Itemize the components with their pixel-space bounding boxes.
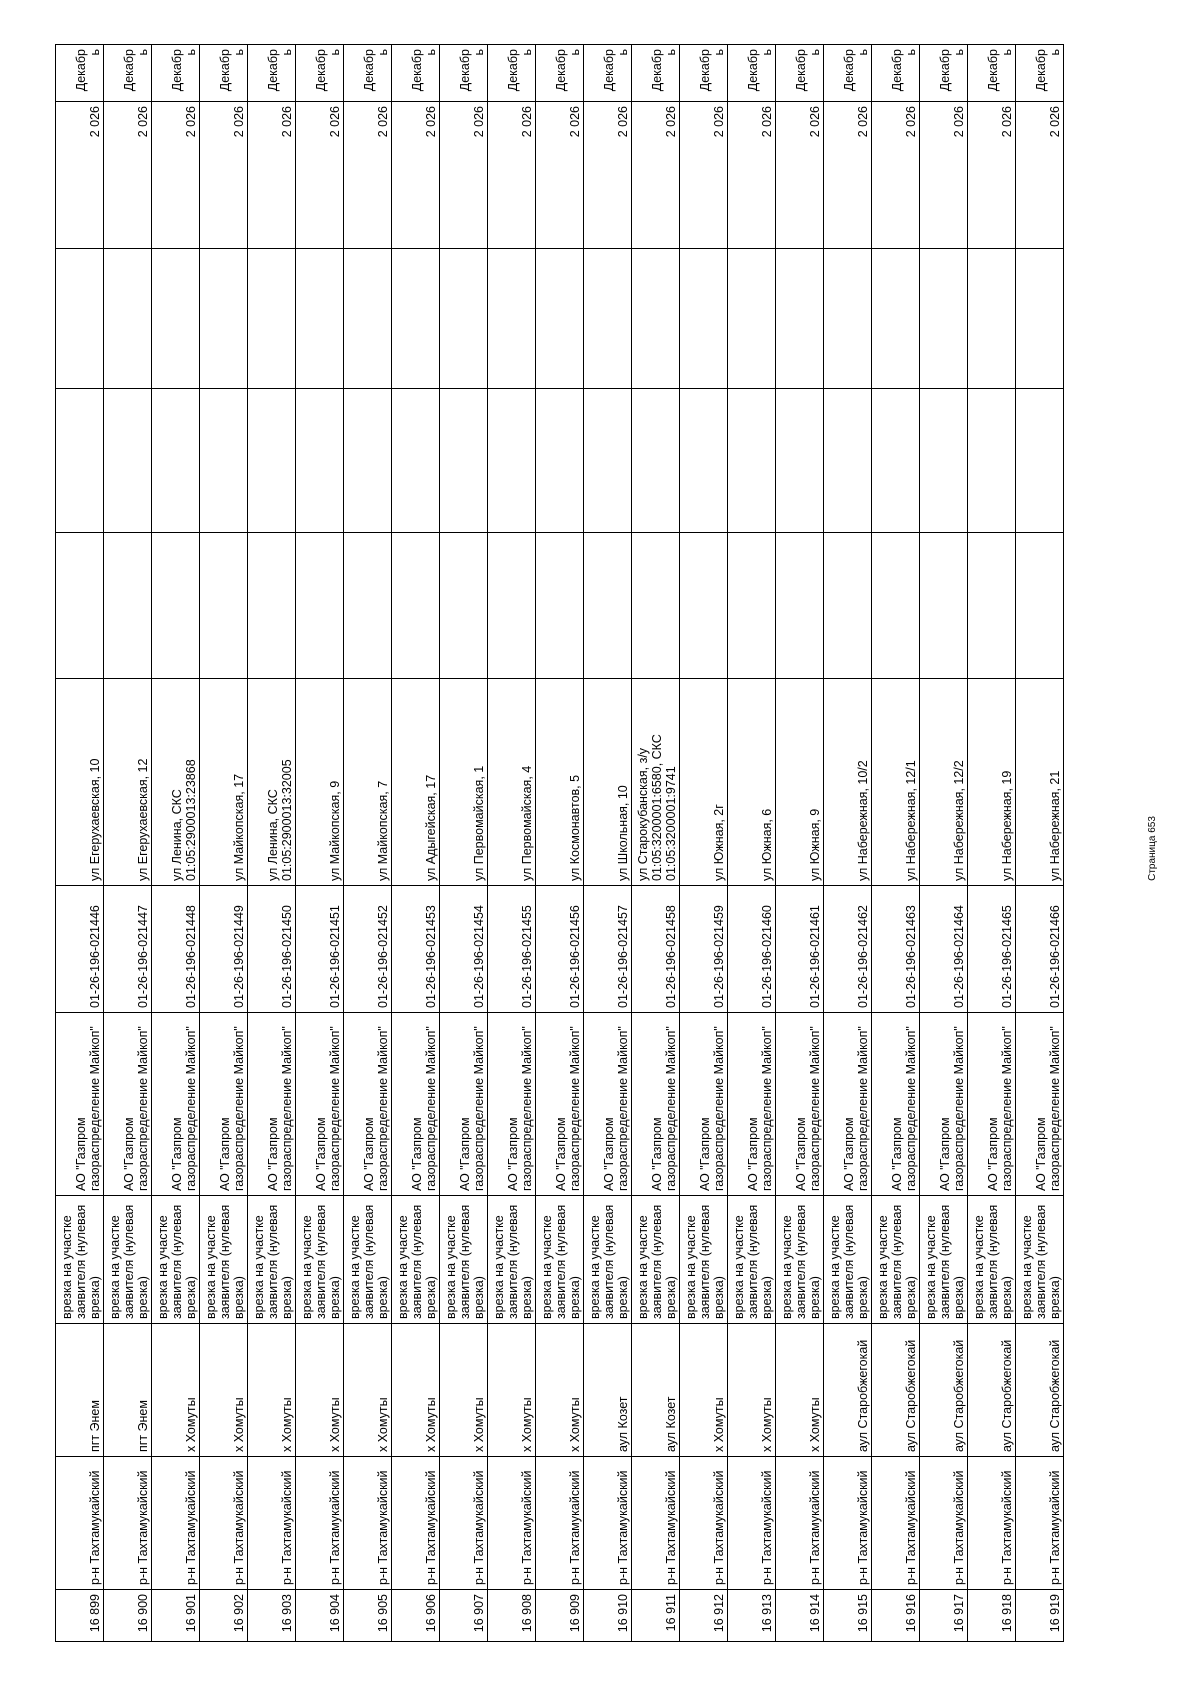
month-cell: Декабрь — [440, 45, 488, 102]
month-cell: Декабрь — [872, 45, 920, 102]
empty-cell — [536, 249, 584, 389]
empty-cell — [392, 249, 440, 389]
district-cell: р-н Тахтамукайский — [296, 1457, 344, 1590]
work-type-cell: врезка на участке заявителя (нулевая врезка) — [776, 1196, 824, 1324]
organization-cell: АО "Газпром газораспределение Майкоп" — [680, 1013, 728, 1196]
month-cell: Декабрь — [632, 45, 680, 102]
work-type-cell: врезка на участке заявителя (нулевая врезка) — [968, 1196, 1016, 1324]
year-cell: 2 026 — [968, 102, 1016, 249]
code-cell: 01-26-196-021450 — [248, 886, 296, 1013]
table-row — [56, 45, 104, 1642]
address-cell: ул Майкопская, 17 — [200, 679, 248, 886]
work-type-cell: врезка на участке заявителя (нулевая врезка) — [200, 1196, 248, 1324]
table-row — [104, 45, 152, 1642]
empty-cell — [296, 389, 344, 533]
year-cell: 2 026 — [440, 102, 488, 249]
empty-cell — [968, 389, 1016, 533]
organization-cell: АО "Газпром газораспределение Майкоп" — [152, 1013, 200, 1196]
empty-cell — [392, 533, 440, 679]
organization-cell: АО "Газпром газораспределение Майкоп" — [536, 1013, 584, 1196]
empty-cell — [824, 533, 872, 679]
year-cell: 2 026 — [488, 102, 536, 249]
address-cell: ул Первомайская, 1 — [440, 679, 488, 886]
empty-cell — [776, 249, 824, 389]
work-type-cell: врезка на участке заявителя (нулевая врезка) — [536, 1196, 584, 1324]
row-number: 16 918 — [968, 1590, 1016, 1642]
organization-cell: АО "Газпром газораспределение Майкоп" — [296, 1013, 344, 1196]
settlement-cell: х Хомуты — [488, 1324, 536, 1457]
row-number: 16 906 — [392, 1590, 440, 1642]
settlement-cell: х Хомуты — [440, 1324, 488, 1457]
month-cell: Декабрь — [56, 45, 104, 102]
year-cell: 2 026 — [632, 102, 680, 249]
empty-cell — [680, 249, 728, 389]
district-cell: р-н Тахтамукайский — [344, 1457, 392, 1590]
address-cell: ул Майкопская, 7 — [344, 679, 392, 886]
empty-cell — [56, 249, 104, 389]
empty-cell — [968, 249, 1016, 389]
row-number: 16 917 — [920, 1590, 968, 1642]
code-cell: 01-26-196-021465 — [968, 886, 1016, 1013]
table-row — [872, 45, 920, 1642]
organization-cell: АО "Газпром газораспределение Майкоп" — [872, 1013, 920, 1196]
organization-cell: АО "Газпром газораспределение Майкоп" — [248, 1013, 296, 1196]
empty-cell — [584, 389, 632, 533]
work-type-cell: врезка на участке заявителя (нулевая врезка) — [872, 1196, 920, 1324]
row-number: 16 903 — [248, 1590, 296, 1642]
empty-cell — [824, 389, 872, 533]
year-cell: 2 026 — [584, 102, 632, 249]
empty-cell — [200, 389, 248, 533]
organization-cell: АО "Газпром газораспределение Майкоп" — [488, 1013, 536, 1196]
address-cell: ул Набережная, 21 — [1016, 679, 1064, 886]
district-cell: р-н Тахтамукайский — [248, 1457, 296, 1590]
month-cell: Декабрь — [584, 45, 632, 102]
district-cell: р-н Тахтамукайский — [56, 1457, 104, 1590]
month-cell: Декабрь — [968, 45, 1016, 102]
settlement-cell: аул Старобжегокай — [920, 1324, 968, 1457]
organization-cell: АО "Газпром газораспределение Майкоп" — [56, 1013, 104, 1196]
district-cell: р-н Тахтамукайский — [536, 1457, 584, 1590]
empty-cell — [488, 533, 536, 679]
empty-cell — [632, 249, 680, 389]
organization-cell: АО "Газпром газораспределение Майкоп" — [440, 1013, 488, 1196]
empty-cell — [1016, 533, 1064, 679]
row-number: 16 910 — [584, 1590, 632, 1642]
address-cell: ул Первомайская, 4 — [488, 679, 536, 886]
empty-cell — [248, 249, 296, 389]
month-cell: Декабрь — [296, 45, 344, 102]
empty-cell — [872, 533, 920, 679]
empty-cell — [152, 249, 200, 389]
row-number: 16 919 — [1016, 1590, 1064, 1642]
district-cell: р-н Тахтамукайский — [968, 1457, 1016, 1590]
year-cell: 2 026 — [344, 102, 392, 249]
code-cell: 01-26-196-021447 — [104, 886, 152, 1013]
empty-cell — [56, 533, 104, 679]
empty-cell — [200, 533, 248, 679]
row-number: 16 913 — [728, 1590, 776, 1642]
empty-cell — [440, 249, 488, 389]
month-cell: Декабрь — [344, 45, 392, 102]
address-cell: ул Майкопская, 9 — [296, 679, 344, 886]
settlement-cell: х Хомуты — [392, 1324, 440, 1457]
organization-cell: АО "Газпром газораспределение Майкоп" — [344, 1013, 392, 1196]
empty-cell — [872, 249, 920, 389]
work-type-cell: врезка на участке заявителя (нулевая врезка) — [584, 1196, 632, 1324]
month-cell: Декабрь — [536, 45, 584, 102]
empty-cell — [776, 389, 824, 533]
settlement-cell: х Хомуты — [776, 1324, 824, 1457]
organization-cell: АО "Газпром газораспределение Майкоп" — [104, 1013, 152, 1196]
district-cell: р-н Тахтамукайский — [824, 1457, 872, 1590]
work-type-cell: врезка на участке заявителя (нулевая врезка) — [248, 1196, 296, 1324]
empty-cell — [104, 389, 152, 533]
row-number: 16 901 — [152, 1590, 200, 1642]
address-cell: ул Ленина, СКС 01:05:2900013:32005 — [248, 679, 296, 886]
table-row — [440, 45, 488, 1642]
empty-cell — [680, 533, 728, 679]
district-cell: р-н Тахтамукайский — [200, 1457, 248, 1590]
register-table — [55, 44, 1064, 1642]
table-row — [200, 45, 248, 1642]
empty-cell — [680, 389, 728, 533]
settlement-cell: х Хомуты — [536, 1324, 584, 1457]
district-cell: р-н Тахтамукайский — [152, 1457, 200, 1590]
code-cell: 01-26-196-021453 — [392, 886, 440, 1013]
month-cell: Декабрь — [248, 45, 296, 102]
settlement-cell: аул Козет — [632, 1324, 680, 1457]
settlement-cell: х Хомуты — [152, 1324, 200, 1457]
district-cell: р-н Тахтамукайский — [632, 1457, 680, 1590]
month-cell: Декабрь — [392, 45, 440, 102]
organization-cell: АО "Газпром газораспределение Майкоп" — [728, 1013, 776, 1196]
code-cell: 01-26-196-021456 — [536, 886, 584, 1013]
address-cell: ул Набережная, 10/2 — [824, 679, 872, 886]
work-type-cell: врезка на участке заявителя (нулевая врезка) — [920, 1196, 968, 1324]
row-number: 16 915 — [824, 1590, 872, 1642]
row-number: 16 905 — [344, 1590, 392, 1642]
district-cell: р-н Тахтамукайский — [440, 1457, 488, 1590]
empty-cell — [248, 533, 296, 679]
month-cell: Декабрь — [824, 45, 872, 102]
organization-cell: АО "Газпром газораспределение Майкоп" — [776, 1013, 824, 1196]
code-cell: 01-26-196-021448 — [152, 886, 200, 1013]
code-cell: 01-26-196-021458 — [632, 886, 680, 1013]
table-row — [392, 45, 440, 1642]
table-row — [920, 45, 968, 1642]
year-cell: 2 026 — [200, 102, 248, 249]
organization-cell: АО "Газпром газораспределение Майкоп" — [632, 1013, 680, 1196]
address-cell: ул Космонавтов, 5 — [536, 679, 584, 886]
empty-cell — [728, 389, 776, 533]
empty-cell — [536, 389, 584, 533]
year-cell: 2 026 — [392, 102, 440, 249]
organization-cell: АО "Газпром газораспределение Майкоп" — [920, 1013, 968, 1196]
table-row — [728, 45, 776, 1642]
address-cell: ул Набережная, 12/1 — [872, 679, 920, 886]
district-cell: р-н Тахтамукайский — [776, 1457, 824, 1590]
work-type-cell: врезка на участке заявителя (нулевая врезка) — [440, 1196, 488, 1324]
empty-cell — [200, 249, 248, 389]
address-cell: ул Набережная, 19 — [968, 679, 1016, 886]
month-cell: Декабрь — [152, 45, 200, 102]
empty-cell — [728, 533, 776, 679]
empty-cell — [632, 533, 680, 679]
work-type-cell: врезка на участке заявителя (нулевая врезка) — [152, 1196, 200, 1324]
address-cell: ул Набережная, 12/2 — [920, 679, 968, 886]
code-cell: 01-26-196-021466 — [1016, 886, 1064, 1013]
year-cell: 2 026 — [296, 102, 344, 249]
row-number: 16 916 — [872, 1590, 920, 1642]
empty-cell — [536, 533, 584, 679]
year-cell: 2 026 — [536, 102, 584, 249]
table-row — [632, 45, 680, 1642]
code-cell: 01-26-196-021451 — [296, 886, 344, 1013]
year-cell: 2 026 — [920, 102, 968, 249]
table-row — [680, 45, 728, 1642]
code-cell: 01-26-196-021463 — [872, 886, 920, 1013]
address-cell: ул Южная, 6 — [728, 679, 776, 886]
year-cell: 2 026 — [56, 102, 104, 249]
empty-cell — [584, 533, 632, 679]
settlement-cell: х Хомуты — [248, 1324, 296, 1457]
empty-cell — [488, 389, 536, 533]
settlement-cell: пгт Энем — [104, 1324, 152, 1457]
table-row — [296, 45, 344, 1642]
empty-cell — [1016, 249, 1064, 389]
empty-cell — [344, 533, 392, 679]
year-cell: 2 026 — [248, 102, 296, 249]
row-number: 16 914 — [776, 1590, 824, 1642]
table-row — [152, 45, 200, 1642]
month-cell: Декабрь — [728, 45, 776, 102]
empty-cell — [920, 249, 968, 389]
year-cell: 2 026 — [728, 102, 776, 249]
work-type-cell: врезка на участке заявителя (нулевая врезка) — [104, 1196, 152, 1324]
settlement-cell: х Хомуты — [680, 1324, 728, 1457]
empty-cell — [392, 389, 440, 533]
district-cell: р-н Тахтамукайский — [1016, 1457, 1064, 1590]
empty-cell — [728, 249, 776, 389]
settlement-cell: х Хомуты — [296, 1324, 344, 1457]
organization-cell: АО "Газпром газораспределение Майкоп" — [968, 1013, 1016, 1196]
row-number: 16 912 — [680, 1590, 728, 1642]
district-cell: р-н Тахтамукайский — [104, 1457, 152, 1590]
code-cell: 01-26-196-021455 — [488, 886, 536, 1013]
code-cell: 01-26-196-021449 — [200, 886, 248, 1013]
empty-cell — [824, 249, 872, 389]
work-type-cell: врезка на участке заявителя (нулевая врезка) — [824, 1196, 872, 1324]
table-row — [1016, 45, 1064, 1642]
row-number: 16 902 — [200, 1590, 248, 1642]
row-number: 16 907 — [440, 1590, 488, 1642]
settlement-cell: х Хомуты — [200, 1324, 248, 1457]
empty-cell — [920, 389, 968, 533]
district-cell: р-н Тахтамукайский — [392, 1457, 440, 1590]
empty-cell — [104, 533, 152, 679]
settlement-cell: аул Старобжегокай — [968, 1324, 1016, 1457]
row-number: 16 909 — [536, 1590, 584, 1642]
district-cell: р-н Тахтамукайский — [920, 1457, 968, 1590]
empty-cell — [344, 389, 392, 533]
organization-cell: АО "Газпром газораспределение Майкоп" — [584, 1013, 632, 1196]
code-cell: 01-26-196-021459 — [680, 886, 728, 1013]
empty-cell — [872, 389, 920, 533]
table-row — [536, 45, 584, 1642]
work-type-cell: врезка на участке заявителя (нулевая врезка) — [680, 1196, 728, 1324]
table-row — [824, 45, 872, 1642]
empty-cell — [296, 249, 344, 389]
address-cell: ул Егерухаевская, 12 — [104, 679, 152, 886]
work-type-cell: врезка на участке заявителя (нулевая врезка) — [488, 1196, 536, 1324]
address-cell: ул Егерухаевская, 10 — [56, 679, 104, 886]
settlement-cell: аул Старобжегокай — [872, 1324, 920, 1457]
empty-cell — [248, 389, 296, 533]
code-cell: 01-26-196-021446 — [56, 886, 104, 1013]
empty-cell — [776, 533, 824, 679]
district-cell: р-н Тахтамукайский — [728, 1457, 776, 1590]
empty-cell — [56, 389, 104, 533]
settlement-cell: х Хомуты — [728, 1324, 776, 1457]
settlement-cell: аул Козет — [584, 1324, 632, 1457]
empty-cell — [152, 533, 200, 679]
code-cell: 01-26-196-021461 — [776, 886, 824, 1013]
settlement-cell: х Хомуты — [344, 1324, 392, 1457]
work-type-cell: врезка на участке заявителя (нулевая врезка) — [728, 1196, 776, 1324]
empty-cell — [344, 249, 392, 389]
code-cell: 01-26-196-021452 — [344, 886, 392, 1013]
year-cell: 2 026 — [104, 102, 152, 249]
empty-cell — [968, 533, 1016, 679]
month-cell: Декабрь — [1016, 45, 1064, 102]
year-cell: 2 026 — [680, 102, 728, 249]
organization-cell: АО "Газпром газораспределение Майкоп" — [1016, 1013, 1064, 1196]
row-number: 16 904 — [296, 1590, 344, 1642]
table-row — [968, 45, 1016, 1642]
empty-cell — [440, 533, 488, 679]
empty-cell — [1016, 389, 1064, 533]
address-cell: ул Адыгейская, 17 — [392, 679, 440, 886]
year-cell: 2 026 — [776, 102, 824, 249]
settlement-cell: аул Старобжегокай — [824, 1324, 872, 1457]
code-cell: 01-26-196-021457 — [584, 886, 632, 1013]
work-type-cell: врезка на участке заявителя (нулевая врезка) — [1016, 1196, 1064, 1324]
month-cell: Декабрь — [488, 45, 536, 102]
month-cell: Декабрь — [104, 45, 152, 102]
row-number: 16 900 — [104, 1590, 152, 1642]
empty-cell — [104, 249, 152, 389]
page-number: Страница 653 — [1147, 816, 1158, 881]
year-cell: 2 026 — [152, 102, 200, 249]
empty-cell — [584, 249, 632, 389]
code-cell: 01-26-196-021460 — [728, 886, 776, 1013]
work-type-cell: врезка на участке заявителя (нулевая врезка) — [392, 1196, 440, 1324]
empty-cell — [296, 533, 344, 679]
organization-cell: АО "Газпром газораспределение Майкоп" — [200, 1013, 248, 1196]
empty-cell — [152, 389, 200, 533]
address-cell: ул Школьная, 10 — [584, 679, 632, 886]
row-number: 16 899 — [56, 1590, 104, 1642]
code-cell: 01-26-196-021454 — [440, 886, 488, 1013]
district-cell: р-н Тахтамукайский — [872, 1457, 920, 1590]
table-row — [776, 45, 824, 1642]
organization-cell: АО "Газпром газораспределение Майкоп" — [392, 1013, 440, 1196]
organization-cell: АО "Газпром газораспределение Майкоп" — [824, 1013, 872, 1196]
address-cell: ул Ленина, СКС 01:05:2900013:23868 — [152, 679, 200, 886]
row-number: 16 908 — [488, 1590, 536, 1642]
register-rows — [56, 45, 1064, 1642]
work-type-cell: врезка на участке заявителя (нулевая врезка) — [56, 1196, 104, 1324]
work-type-cell: врезка на участке заявителя (нулевая врезка) — [296, 1196, 344, 1324]
table-row — [488, 45, 536, 1642]
table-row — [344, 45, 392, 1642]
district-cell: р-н Тахтамукайский — [488, 1457, 536, 1590]
settlement-cell: пгт Энем — [56, 1324, 104, 1457]
month-cell: Декабрь — [920, 45, 968, 102]
year-cell: 2 026 — [872, 102, 920, 249]
work-type-cell: врезка на участке заявителя (нулевая врезка) — [344, 1196, 392, 1324]
empty-cell — [488, 249, 536, 389]
row-number: 16 911 — [632, 1590, 680, 1642]
empty-cell — [440, 389, 488, 533]
month-cell: Декабрь — [680, 45, 728, 102]
address-cell: ул Старокубанская, з/у 01:05:3200001:6580, СКС 01:05:3200001:9741 — [632, 679, 680, 886]
empty-cell — [920, 533, 968, 679]
code-cell: 01-26-196-021462 — [824, 886, 872, 1013]
month-cell: Декабрь — [776, 45, 824, 102]
code-cell: 01-26-196-021464 — [920, 886, 968, 1013]
settlement-cell: аул Старобжегокай — [1016, 1324, 1064, 1457]
district-cell: р-н Тахтамукайский — [584, 1457, 632, 1590]
work-type-cell: врезка на участке заявителя (нулевая врезка) — [632, 1196, 680, 1324]
year-cell: 2 026 — [1016, 102, 1064, 249]
district-cell: р-н Тахтамукайский — [680, 1457, 728, 1590]
month-cell: Декабрь — [200, 45, 248, 102]
year-cell: 2 026 — [824, 102, 872, 249]
address-cell: ул Южная, 9 — [776, 679, 824, 886]
address-cell: ул Южная, 2г — [680, 679, 728, 886]
table-row — [584, 45, 632, 1642]
table-row — [248, 45, 296, 1642]
empty-cell — [632, 389, 680, 533]
